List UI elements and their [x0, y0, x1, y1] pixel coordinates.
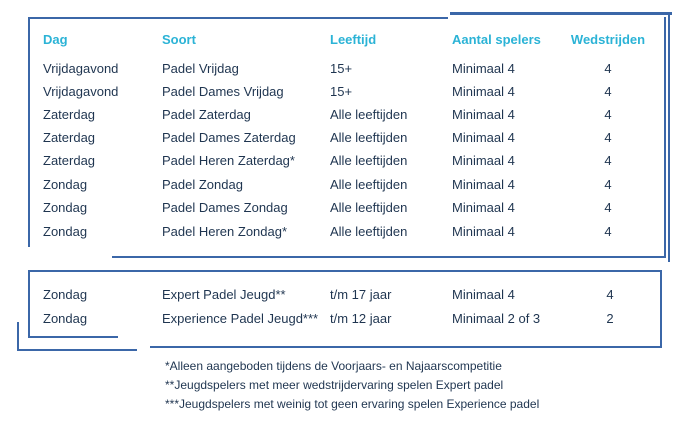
cell-wedstrijden: 4	[604, 130, 612, 145]
frame-top-line	[28, 17, 448, 19]
cell-dag: Zondag	[43, 287, 88, 302]
header-soort: Soort	[162, 32, 196, 47]
cell-wedstrijden: 4	[606, 287, 614, 302]
frame2-bottom-right-line	[150, 346, 662, 348]
cell-leeftijd: t/m 17 jaar	[330, 287, 392, 302]
cell-leeftijd: 15+	[330, 84, 353, 99]
cell-dag: Zondag	[43, 177, 88, 192]
cell-soort: Padel Heren Zondag*	[162, 224, 288, 239]
table-row	[0, 198, 700, 218]
cell-wedstrijden: 4	[604, 84, 612, 99]
cell-leeftijd: Alle leeftijden	[330, 177, 408, 192]
cell-dag: Zondag	[43, 200, 88, 215]
cell-dag: Vrijdagavond	[43, 61, 119, 76]
footnote: ***Jeugdspelers met weinig tot geen ervaring spelen Experience padel	[165, 397, 540, 411]
table-row	[0, 128, 700, 148]
cell-dag: Zaterdag	[43, 107, 96, 122]
cell-dag: Vrijdagavond	[43, 84, 119, 99]
cell-wedstrijden: 4	[604, 61, 612, 76]
cell-leeftijd: 15+	[330, 61, 353, 76]
cell-aantal: Minimaal 2 of 3	[452, 311, 541, 326]
cell-wedstrijden: 4	[604, 153, 612, 168]
frame-bottom-line	[112, 256, 666, 258]
header-dag: Dag	[43, 32, 68, 47]
cell-leeftijd: Alle leeftijden	[330, 224, 408, 239]
cell-wedstrijden: 4	[604, 107, 612, 122]
header-aantal-spelers: Aantal spelers	[452, 32, 541, 47]
cell-soort: Expert Padel Jeugd**	[162, 287, 286, 302]
cell-aantal: Minimaal 4	[452, 287, 515, 302]
cell-wedstrijden: 4	[604, 177, 612, 192]
header-leeftijd: Leeftijd	[330, 32, 377, 47]
cell-dag: Zaterdag	[43, 153, 96, 168]
cell-dag: Zondag	[43, 224, 88, 239]
table-row	[0, 59, 700, 79]
frame2-bottom-line	[28, 336, 118, 338]
cell-aantal: Minimaal 4	[452, 107, 515, 122]
cell-soort: Padel Dames Vrijdag	[162, 84, 284, 99]
cell-wedstrijden: 4	[604, 224, 612, 239]
frame2-top-line	[28, 270, 660, 272]
frame2-outer-bottom-line	[17, 349, 137, 351]
cell-soort: Experience Padel Jeugd***	[162, 311, 319, 326]
cell-wedstrijden: 4	[604, 200, 612, 215]
table-row	[0, 285, 700, 305]
cell-leeftijd: Alle leeftijden	[330, 200, 408, 215]
cell-soort: Padel Dames Zaterdag	[162, 130, 296, 145]
cell-wedstrijden: 2	[606, 311, 614, 326]
cell-aantal: Minimaal 4	[452, 200, 515, 215]
table-row	[0, 222, 700, 242]
cell-dag: Zondag	[43, 311, 88, 326]
cell-leeftijd: Alle leeftijden	[330, 153, 408, 168]
footnotes	[165, 357, 539, 414]
cell-leeftijd: Alle leeftijden	[330, 130, 408, 145]
table-row	[0, 82, 700, 102]
cell-soort: Padel Zondag	[162, 177, 243, 192]
table-row	[0, 309, 700, 329]
table-row	[0, 105, 700, 125]
cell-aantal: Minimaal 4	[452, 130, 515, 145]
cell-aantal: Minimaal 4	[452, 61, 515, 76]
cell-dag: Zaterdag	[43, 130, 96, 145]
cell-soort: Padel Zaterdag	[162, 107, 251, 122]
header-wedstrijden: Wedstrijden	[570, 32, 646, 47]
table-header	[0, 30, 700, 50]
cell-soort: Padel Vrijdag	[162, 61, 239, 76]
table-row	[0, 151, 700, 171]
cell-soort: Padel Dames Zondag	[162, 200, 288, 215]
cell-soort: Padel Heren Zaterdag*	[162, 153, 295, 168]
cell-aantal: Minimaal 4	[452, 84, 515, 99]
cell-leeftijd: t/m 12 jaar	[330, 311, 392, 326]
footnote: **Jeugdspelers met meer wedstrijdervaring spelen Expert padel	[165, 378, 504, 392]
table-row	[0, 175, 700, 195]
footnote: *Alleen aangeboden tijdens de Voorjaars- en Najaarscompetitie	[165, 359, 502, 373]
cell-aantal: Minimaal 4	[452, 224, 515, 239]
cell-leeftijd: Alle leeftijden	[330, 107, 408, 122]
cell-aantal: Minimaal 4	[452, 153, 515, 168]
frame-top-right-line	[450, 12, 672, 15]
cell-aantal: Minimaal 4	[452, 177, 515, 192]
